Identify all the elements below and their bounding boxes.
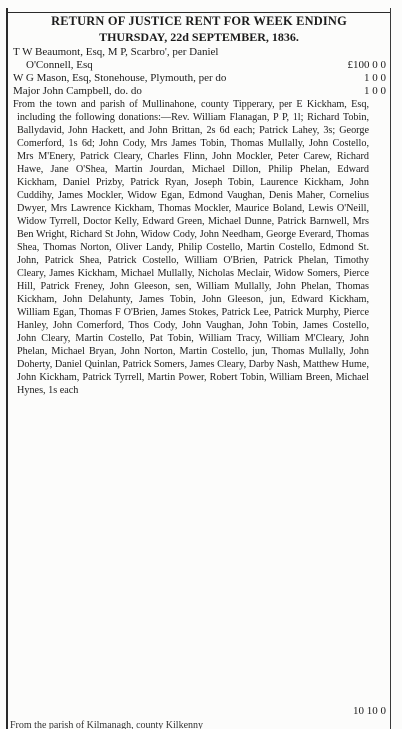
- left-column-rule: [6, 8, 8, 729]
- entry-beaumont-line2: O'Connell, Esq: [26, 59, 93, 71]
- mullinahone-paragraph: From the town and parish of Mullinahone, county Tipperary, per E Kickham, Esq, including the following donations:—Rev. William Flanagan, P P, 1l; Richard Tobin, Ballydavid, John Hackett, and John Brittan, 2s 6d each; Patrick Lahey, 3s; George Comerford, 1s 6d; John Cody, Mrs James Tobin, Thomas Mullally, John Costello, Mrs M'Enery, Patrick Cleary, Charles Flinn, John Mockler, Peter Carew, Richard Hawe, Jane O'Shea, Martin Jourdan, Michael Dillon, Philip Phelan, Edward Kickham, Daniel Prizby, Patrick Ryan, Joseph Tobin, Laurence Kickham, John Cuddihy, James Mockler, Widow Egan, Edmond Vaughan, Denis Maher, Cornelius Dwyer, Mrs Lawrence Kickham, Thomas Mockler, Maurice Boland, Lewis O'Neill, Widow Tyrrell, Doctor Kelly, Edward Green, Michael Dunne, Patrick Barnwell, Mrs Ben Wright, Richard St John, Widow Cody, John Needham, George Everard, Thomas Shea, Thomas Norton, Oliver Landy, Philip Costello, Martin Costello, Edmond St. John, Patrick Shea, Patrick Costello, William O'Brien, Patrick Phelan, Timothy Cleary, James Kickham, Michael Mullally, Nicholas Meclair, Widow Somers, Pierce Hill, Patrick Freney, John Gleeson, sen, William Mullally, John Phelan, Thomas Kickham, John Delahunty, James Tobin, John Gleeson, jun, Edward Kickham, William Egan, Thomas F O'Brien, James Stokes, Patrick Lee, Patrick Murphy, Pierce Hanley, John Comerford, Thos Cody, John Vaughan, John Tobin, James Costello, John Cleary, Martin Costello, Pat Tobin, William Tracy, William M'Cleary, John Phelan, Michael Bryan, John Norton, Martin Costello, jun, Thomas Mullally, John Doherty, Daniel Quinlan, Patrick Somers, James Cleary, Darby Nash, Matthew Hume, John Kickham, Patrick Tyrrell, Martin Power, Robert Tobin, William Breen, Michael Hynes, 1s each: [13, 99, 369, 397]
- entry-mason: W G Mason, Esq, Stonehouse, Plymouth, per do: [13, 72, 227, 84]
- entry-beaumont-line1: T W Beaumont, Esq, M P, Scarbro', per Daniel: [13, 46, 219, 58]
- entry-beaumont-amount: £100 0 0: [347, 59, 386, 71]
- right-column-rule: [390, 8, 391, 729]
- entry-mason-amount: 1 0 0: [364, 72, 386, 84]
- entry-campbell: Major John Campbell, do. do: [13, 85, 142, 97]
- entry-mullinahone-text: [13, 98, 369, 397]
- heading-line-2: THURSDAY, 22d SEPTEMBER, 1836.: [99, 30, 299, 44]
- entry-mullinahone-amount: 10 10 0: [353, 705, 386, 717]
- heading-line-1: RETURN OF JUSTICE RENT FOR WEEK ENDING: [51, 14, 347, 28]
- entry-campbell-amount: 1 0 0: [364, 85, 386, 97]
- cut-off-next-entry: From the parish of Kilmanagh, county Kilkenny: [10, 720, 204, 729]
